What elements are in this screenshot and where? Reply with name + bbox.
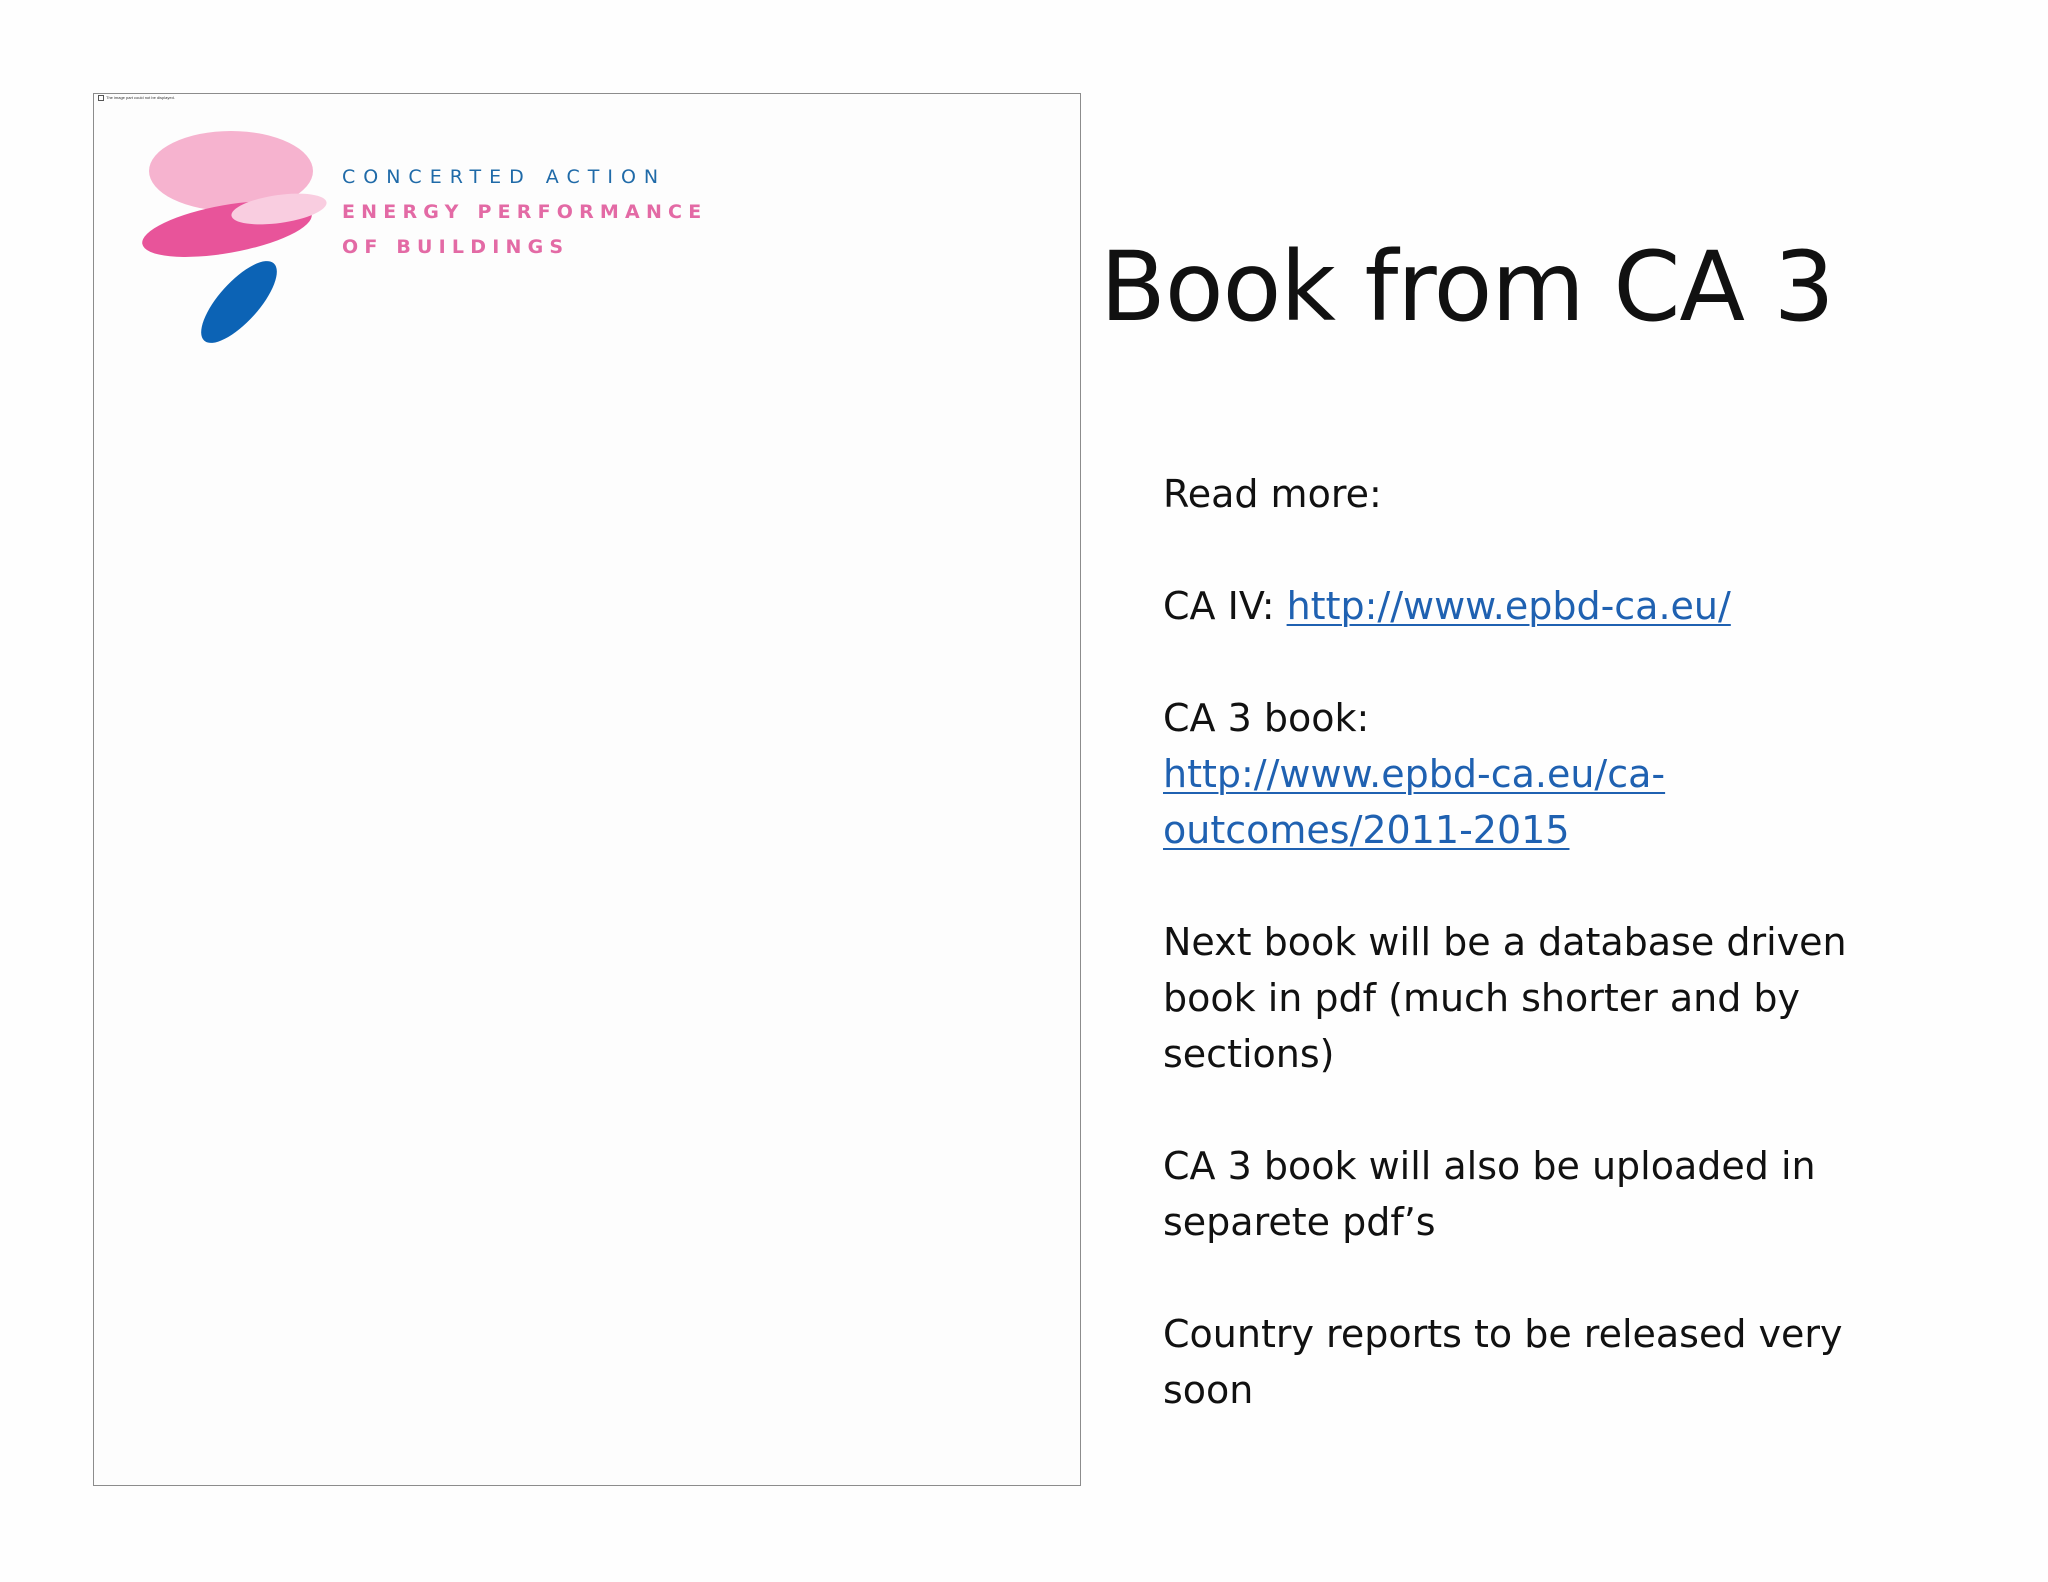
ca4-label: CA IV: [1163, 584, 1287, 628]
next-book-line: Next book will be a database driven [1163, 920, 1847, 964]
next-book-line: sections) [1163, 1032, 1335, 1076]
logo-line-3: OF BUILDINGS [342, 236, 570, 258]
country-reports-line: soon [1163, 1368, 1254, 1412]
book-cover-image [93, 93, 1081, 1486]
ca4-link[interactable]: http://www.epbd-ca.eu/ [1286, 584, 1731, 628]
logo-line-1: CONCERTED ACTION [342, 166, 667, 188]
ca3-upload-paragraph [1163, 1138, 2003, 1250]
slide-title: Book from CA 3 [1100, 231, 1834, 343]
read-more-label: Read more: [1163, 472, 1382, 516]
ca3-book-label: CA 3 book: [1163, 696, 1370, 740]
logo-line-2: ENERGY PERFORMANCE [342, 201, 708, 223]
logo-blue-shape [189, 250, 288, 349]
concerted-action-logo-icon [139, 129, 329, 349]
ca3-book-link-line-1[interactable]: http://www.epbd-ca.eu/ca- [1163, 752, 1666, 796]
ca4-line [1163, 578, 2003, 634]
broken-image-caption: The image part could not be displayed. [98, 95, 175, 101]
slide-body [1163, 466, 2003, 1418]
next-book-line: book in pdf (much shorter and by [1163, 976, 1801, 1020]
country-reports-paragraph [1163, 1306, 2003, 1418]
ca3-upload-line: CA 3 book will also be uploaded in [1163, 1144, 1816, 1188]
ca3-book-link-line-2[interactable]: outcomes/2011-2015 [1163, 808, 1570, 852]
broken-image-icon [98, 95, 104, 101]
logo-wordmark [342, 160, 707, 265]
next-book-paragraph [1163, 914, 2003, 1082]
country-reports-line: Country reports to be released very [1163, 1312, 1843, 1356]
ca3-book-block [1163, 690, 2003, 858]
ca3-upload-line: separete pdf’s [1163, 1200, 1436, 1244]
